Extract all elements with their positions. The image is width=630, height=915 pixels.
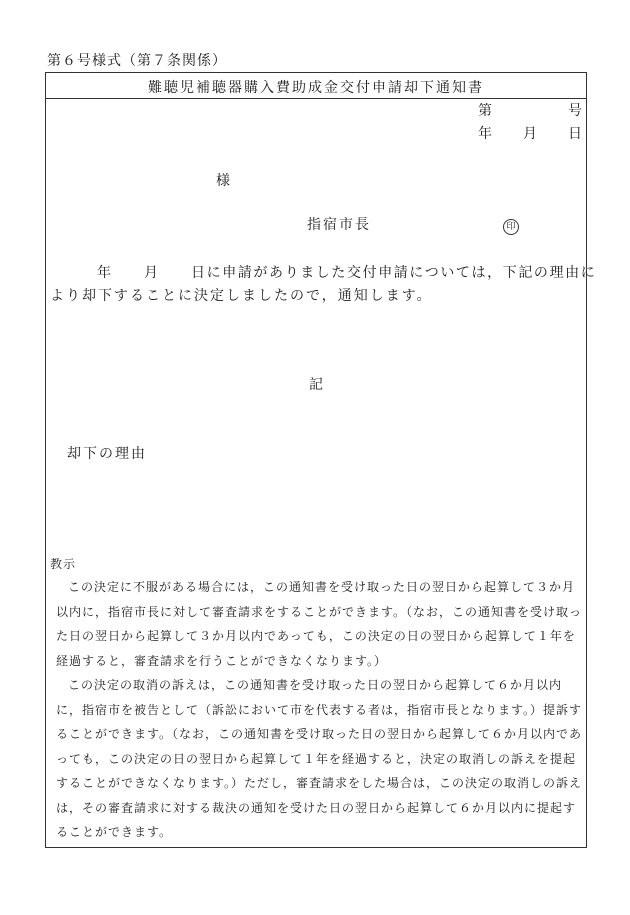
body-year: 年 <box>97 265 113 281</box>
number-dai: 第 <box>478 103 492 119</box>
date-year: 年 <box>478 126 492 142</box>
note-paragraph-1: この決定に不服がある場合には，この通知書を受け取った日の翌日から起算して３か月以内に，指宿市長に対して審査請求をすることができます。（なお，この通知書を受け取った日の翌日から起算して３か月以内であっても，この決定の日の翌日から起算して１年を経過すると，審査請求を行うことができなくなります。） <box>56 580 583 668</box>
reason-label: 却下の理由 <box>67 446 147 462</box>
recipient-suffix: 様 <box>216 173 230 189</box>
date-day: 日 <box>568 126 582 142</box>
note-paragraph-2: この決定の取消の訴えは，この通知書を受け取った日の翌日から起算して６か月以内に，指宿市を被告として（訴訟において市を代表する者は，指宿市長となります。）提訴することができます。（なお，この通知書を受け取った日の翌日から起算して６か月以内であっても，この決定の日の翌日から起算して１年を経過すると，決定の取消しの訴えを提起することができなくなります。）ただし，審査請求をした場合は，この決定の取消しの訴えは，その審査請求に対する裁決の通知を受けた日の翌日から起算して６か月以内に提起することができます。 <box>56 678 583 839</box>
issuer-name: 指宿市長 <box>307 217 371 233</box>
seal-icon: 印 <box>503 219 519 235</box>
body-line2: より却下することに決定しましたので，通知します。 <box>50 288 433 304</box>
notes-heading: 教示 <box>50 557 77 571</box>
body-month: 月 <box>144 265 160 281</box>
ki-heading: 記 <box>309 377 325 393</box>
body-line1: 日に申請がありました交付申請については，下記の理由に <box>191 265 597 281</box>
title-row <box>46 73 586 99</box>
document-title: 難聴児補聴器購入費助成金交付申請却下通知書 <box>148 80 484 96</box>
number-go: 号 <box>568 103 582 119</box>
seal-mark <box>503 214 519 235</box>
date-month: 月 <box>523 126 537 142</box>
notes-block <box>50 575 584 845</box>
form-label: 第６号様式（第７条関係） <box>47 53 227 69</box>
